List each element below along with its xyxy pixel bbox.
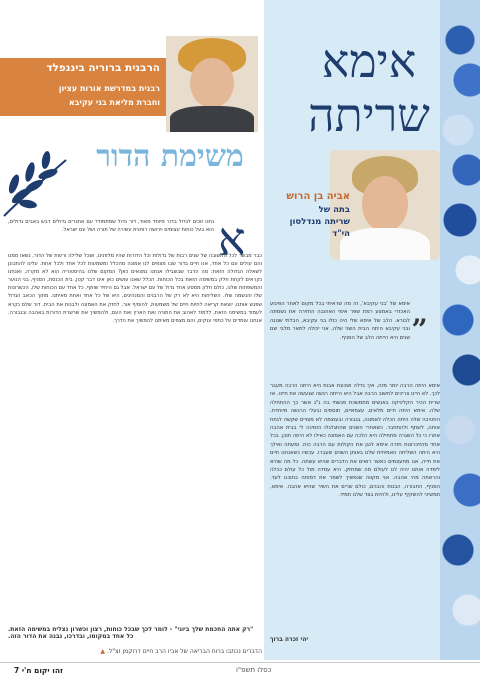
footer-magazine: [10, 666, 63, 675]
footer-magazine-name: זהו יקום ח'י: [21, 666, 63, 675]
leaf-decoration-icon: [0, 150, 72, 220]
banner-name: הרבנית ברוריה ביננפלד: [46, 62, 160, 74]
quote-icon: „: [412, 297, 429, 330]
left-article-title: משימת הדור: [96, 139, 244, 174]
right-article-body: אימא היתה הרבה יותר מזה, איך גדלה ושכונת אבות היא היתה הרבה מעבר לכך. לא היינו צריכים לחשוב הרבה אבל היא הייתה רגשה שגעשה את חיינו. אז שרית הכיר הקליניקה באנשים מתמשכת פגשתי בה ג"ג אשר כך ההתחלה שלה. אימא היתה חיים מלאים, עצמאיים, תוססים ובעלי הרגשה מיוחדת. החטיבה שלה היתה הכלה לאמונה, בגבורה ובעוצמה לא מצויים שקשה לנתח אותה, לשתף ולהתחבר. כשאחרי השנים שהתגלגלו הזמינה לי בבית אהבה אתרו כי כל השגרה מתחילה היא הלכה עם האמונה כאילו לא היתה תוכן. בכל אחד מהזיכרונות חזרה אימא לנגן את הקולות עם הרבה כוח. ומעתה ואילך היא היתה השליחה האמיתית שלנו באותן השנים שעברו. עכשיו כשאנחנו חיים את חייה, אנו מתעצמים כאשר רואים את הדברים שהיא עשתה. כל מה שהיא לימדה אותנו יהיה לנו לעולם מה שמחזק. היא עמדה מול כל עולם ככלה והראתה מהי אהבה. אני מקווה שנמשיך לשמר את דמותה בתוכנו לעד. הסניף, החבורה, הבנות והבנים, כולם שרים את השיר שהיא אהבה. אימא, תמשיכי להשקיף עלינו, ולהיות בצד שלנו תמיד.: [269, 383, 440, 499]
banner-role: רבנית במדרשת אורות עציון: [58, 84, 160, 93]
left-article-body: כבר מבשר לכל התשובה של שנים רבות של גדולות וכל הדורות שהיו מלפנינו, ושכל שלילה ורעות של הדור, נשאו ממנו והם עולים עם כל אחד, אנו חיים בדור שבו מצפים לנו אמונה מהכלל ומשמעות לכל אחד ולכל אחת. עלינו להתכונן לשאלה הגדולה הזאת: מה הדבר שבשבילו אנחנו נמצאים כאן? המקום שלנו בהיסטוריה הוא לא מקרה, ואנחנו נקראים לקחת חלק במשימה הזאת בכל הכוחות. הכלל שאנו עושים כאן אינו דבר קטן, בית הכנסת, הסניף, בני הנוער והמשפחות שלנו, כולם חלק ממסע אחד גדול של עם ישראל. אבל גם היחיד שותף, כל אחד עם הכוחות שלו, הכשרונות שלו והנשמה שלו. השליחות היא לא רק של הרבנים והמנהיגים, היא של כל אחד ואחת מאיתנו. מתוך הכאב הגדול שפגש אותנו, יוצאת קריאה לחיות חיים של משמעות, להוסיף אור, לחזק את האמונה ולבנות את הבית. דור שלם נקרא לעמוד במשימה הזאת, ללמוד לאהוב את התורה ואת הארץ ואת העם, ולהמשיך את שרשרת הדורות באהבה ובגבורה. אנחנו עומדים על כתפי ענקים, והם מצפים מאיתנו להמשיך את הדרך.: [8, 253, 262, 324]
page-number: 7: [14, 666, 20, 675]
right-article-title: אימא שריתה: [308, 34, 430, 142]
left-article-signature: "רק אתה החכמת שלך ביוני" - לומר לכך שבכל כוחות, רצון וכשרון נצליח במשימה הזאת. כל אחד במקומו, ובדרכו, נבנה את הדור הזה.: [8, 626, 254, 640]
triangle-bullet-icon: ▲: [100, 648, 105, 655]
footer-issue: כסלו תשפ"ו: [236, 666, 272, 674]
page-footer: [0, 662, 480, 679]
author-relation: בתה של: [318, 205, 350, 215]
credit-text: הדברים נכתבו ברוח הבריאה של אביו הרב חיים דרוקמן זצ"ל.: [106, 648, 262, 655]
article-credit: [8, 648, 262, 655]
right-article-quote: אימא של 'בני עקיבא', זה מה שראיתי בכל מקום לאחר הפיגוע האכזרי באמצע רמת שפר אימי האהובה החזירה את נשמתה לבורא. הלב של אימא שלי היה כולו בני עקיבא, הבלתי שנונה ובני עקיבא היתה הבית השני שלה, אני יכולה לתאר מלבי שם שנים היא הייתה הלב של הסניף.: [270, 301, 410, 341]
banner-role-2: וחברת מליאת בני עקיבא: [68, 98, 160, 107]
author-banner: [0, 58, 166, 116]
right-article-signature: יהי זכרה ברוך: [270, 636, 309, 643]
left-article-intro: נחנו זוכים לגדול בדור מיוחד מאוד, דור גדול שמתמודד עם אתגרים גדולים דבש באבים גדולים, הוא בעל כוחות עצומים וירושה רוחנית עשירה של תורה ושל עם ישראל.: [8, 219, 214, 234]
author-relation-name: שריתה מנדלסון הי"ד: [289, 217, 350, 239]
rabbanit-photo: [166, 36, 258, 132]
drop-cap: א: [218, 212, 246, 266]
author-credit: [270, 190, 350, 240]
author-name: אביה בן הרוש: [286, 191, 350, 202]
